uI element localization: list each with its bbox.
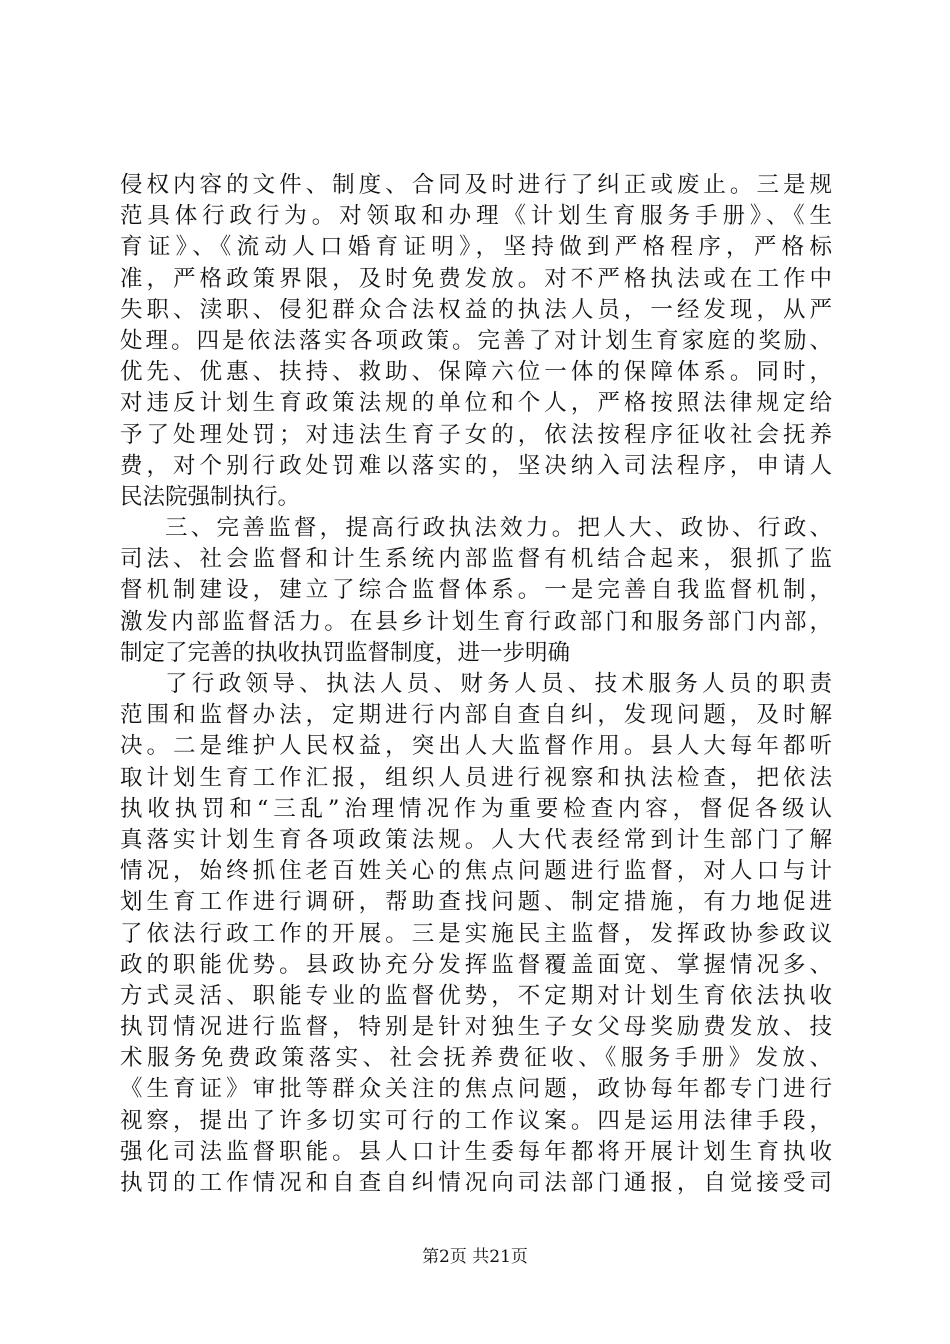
- text-line: 政的职能优势。县政协充分发挥监督覆盖面宽、掌握情况多、: [120, 951, 832, 978]
- text-line: 范围和监督办法，定期进行内部自查自纠，发现问题，及时解: [120, 702, 832, 729]
- text-line: 制定了完善的执收执罚监督制度，进一步明确: [120, 639, 571, 666]
- text-line: 划生育工作进行调研，帮助查找问题、制定措施，有力地促进: [120, 889, 832, 916]
- text-line: 方式灵活、职能专业的监督优势，不定期对计划生育依法执收: [120, 982, 832, 1009]
- text-line: 执罚的工作情况和自查自纠情况向司法部门通报，自觉接受司: [120, 1170, 832, 1196]
- text-line: 术服务免费政策落实、社会抚养费征收、《服务手册》发放、: [120, 1045, 832, 1072]
- text-line: 失职、渎职、侵犯群众合法权益的执法人员，一经发现，从严: [120, 296, 832, 323]
- text-line: 范具体行政行为。对领取和办理《计划生育服务手册》、《生: [120, 203, 832, 230]
- text-line: 处理。四是依法落实各项政策。完善了对计划生育家庭的奖励、: [120, 327, 832, 354]
- document-body: [120, 170, 832, 1199]
- text-line: 侵权内容的文件、制度、合同及时进行了纠正或废止。三是规: [120, 172, 832, 198]
- text-line: 准，严格政策界限，及时免费发放。对不严格执法或在工作中: [120, 265, 832, 292]
- text-line: 督机制建设，建立了综合监督体系。一是完善自我监督机制，: [120, 577, 832, 604]
- section-heading-line: 三、完善监督，提高行政执法效力。把人大、政协、行政、: [165, 515, 832, 542]
- text-line: 情况，始终抓住老百姓关心的焦点问题进行监督，对人口与计: [120, 858, 832, 885]
- text-line: 予了处理处罚；对违法生育子女的，依法按程序征收社会抚养: [120, 421, 832, 448]
- text-line: 司法、社会监督和计生系统内部监督有机结合起来，狠抓了监: [120, 546, 832, 573]
- text-line: 了行政领导、执法人员、财务人员、技术服务人员的职责: [165, 671, 832, 697]
- text-line: 执罚情况进行监督，特别是针对独生子女父母奖励费发放、技: [120, 1014, 832, 1041]
- text-line: 决。二是维护人民权益，突出人大监督作用。县人大每年都听: [120, 733, 832, 760]
- text-line: 强化司法监督职能。县人口计生委每年都将开展计划生育执收: [120, 1138, 832, 1165]
- text-line: 费，对个别行政处罚难以落实的，坚决纳入司法程序，申请人: [120, 452, 832, 479]
- text-line: 育证》、《流动人口婚育证明》，坚持做到严格程序，严格标: [120, 234, 832, 261]
- page-number-footer: 第2页 共21页: [422, 1247, 528, 1267]
- text-line: 真落实计划生育各项政策法规。人大代表经常到计生部门了解: [120, 826, 832, 853]
- text-line: 执收执罚和“三乱”治理情况作为重要检查内容，督促各级认: [120, 795, 832, 822]
- text-line: 《生育证》审批等群众关注的焦点问题，政协每年都专门进行: [120, 1076, 832, 1103]
- text-line: 视察，提出了许多切实可行的工作议案。四是运用法律手段，: [120, 1107, 832, 1134]
- text-line: 对违反计划生育政策法规的单位和个人，严格按照法律规定给: [120, 390, 832, 417]
- text-line: 优先、优惠、扶持、救助、保障六位一体的保障体系。同时，: [120, 359, 832, 386]
- text-line: 民法院强制执行。: [120, 483, 301, 510]
- text-line: 激发内部监督活力。在县乡计划生育行政部门和服务部门内部，: [120, 608, 832, 635]
- text-line: 取计划生育工作汇报，组织人员进行视察和执法检查，把依法: [120, 764, 832, 791]
- text-line: 了依法行政工作的开展。三是实施民主监督，发挥政协参政议: [120, 920, 832, 947]
